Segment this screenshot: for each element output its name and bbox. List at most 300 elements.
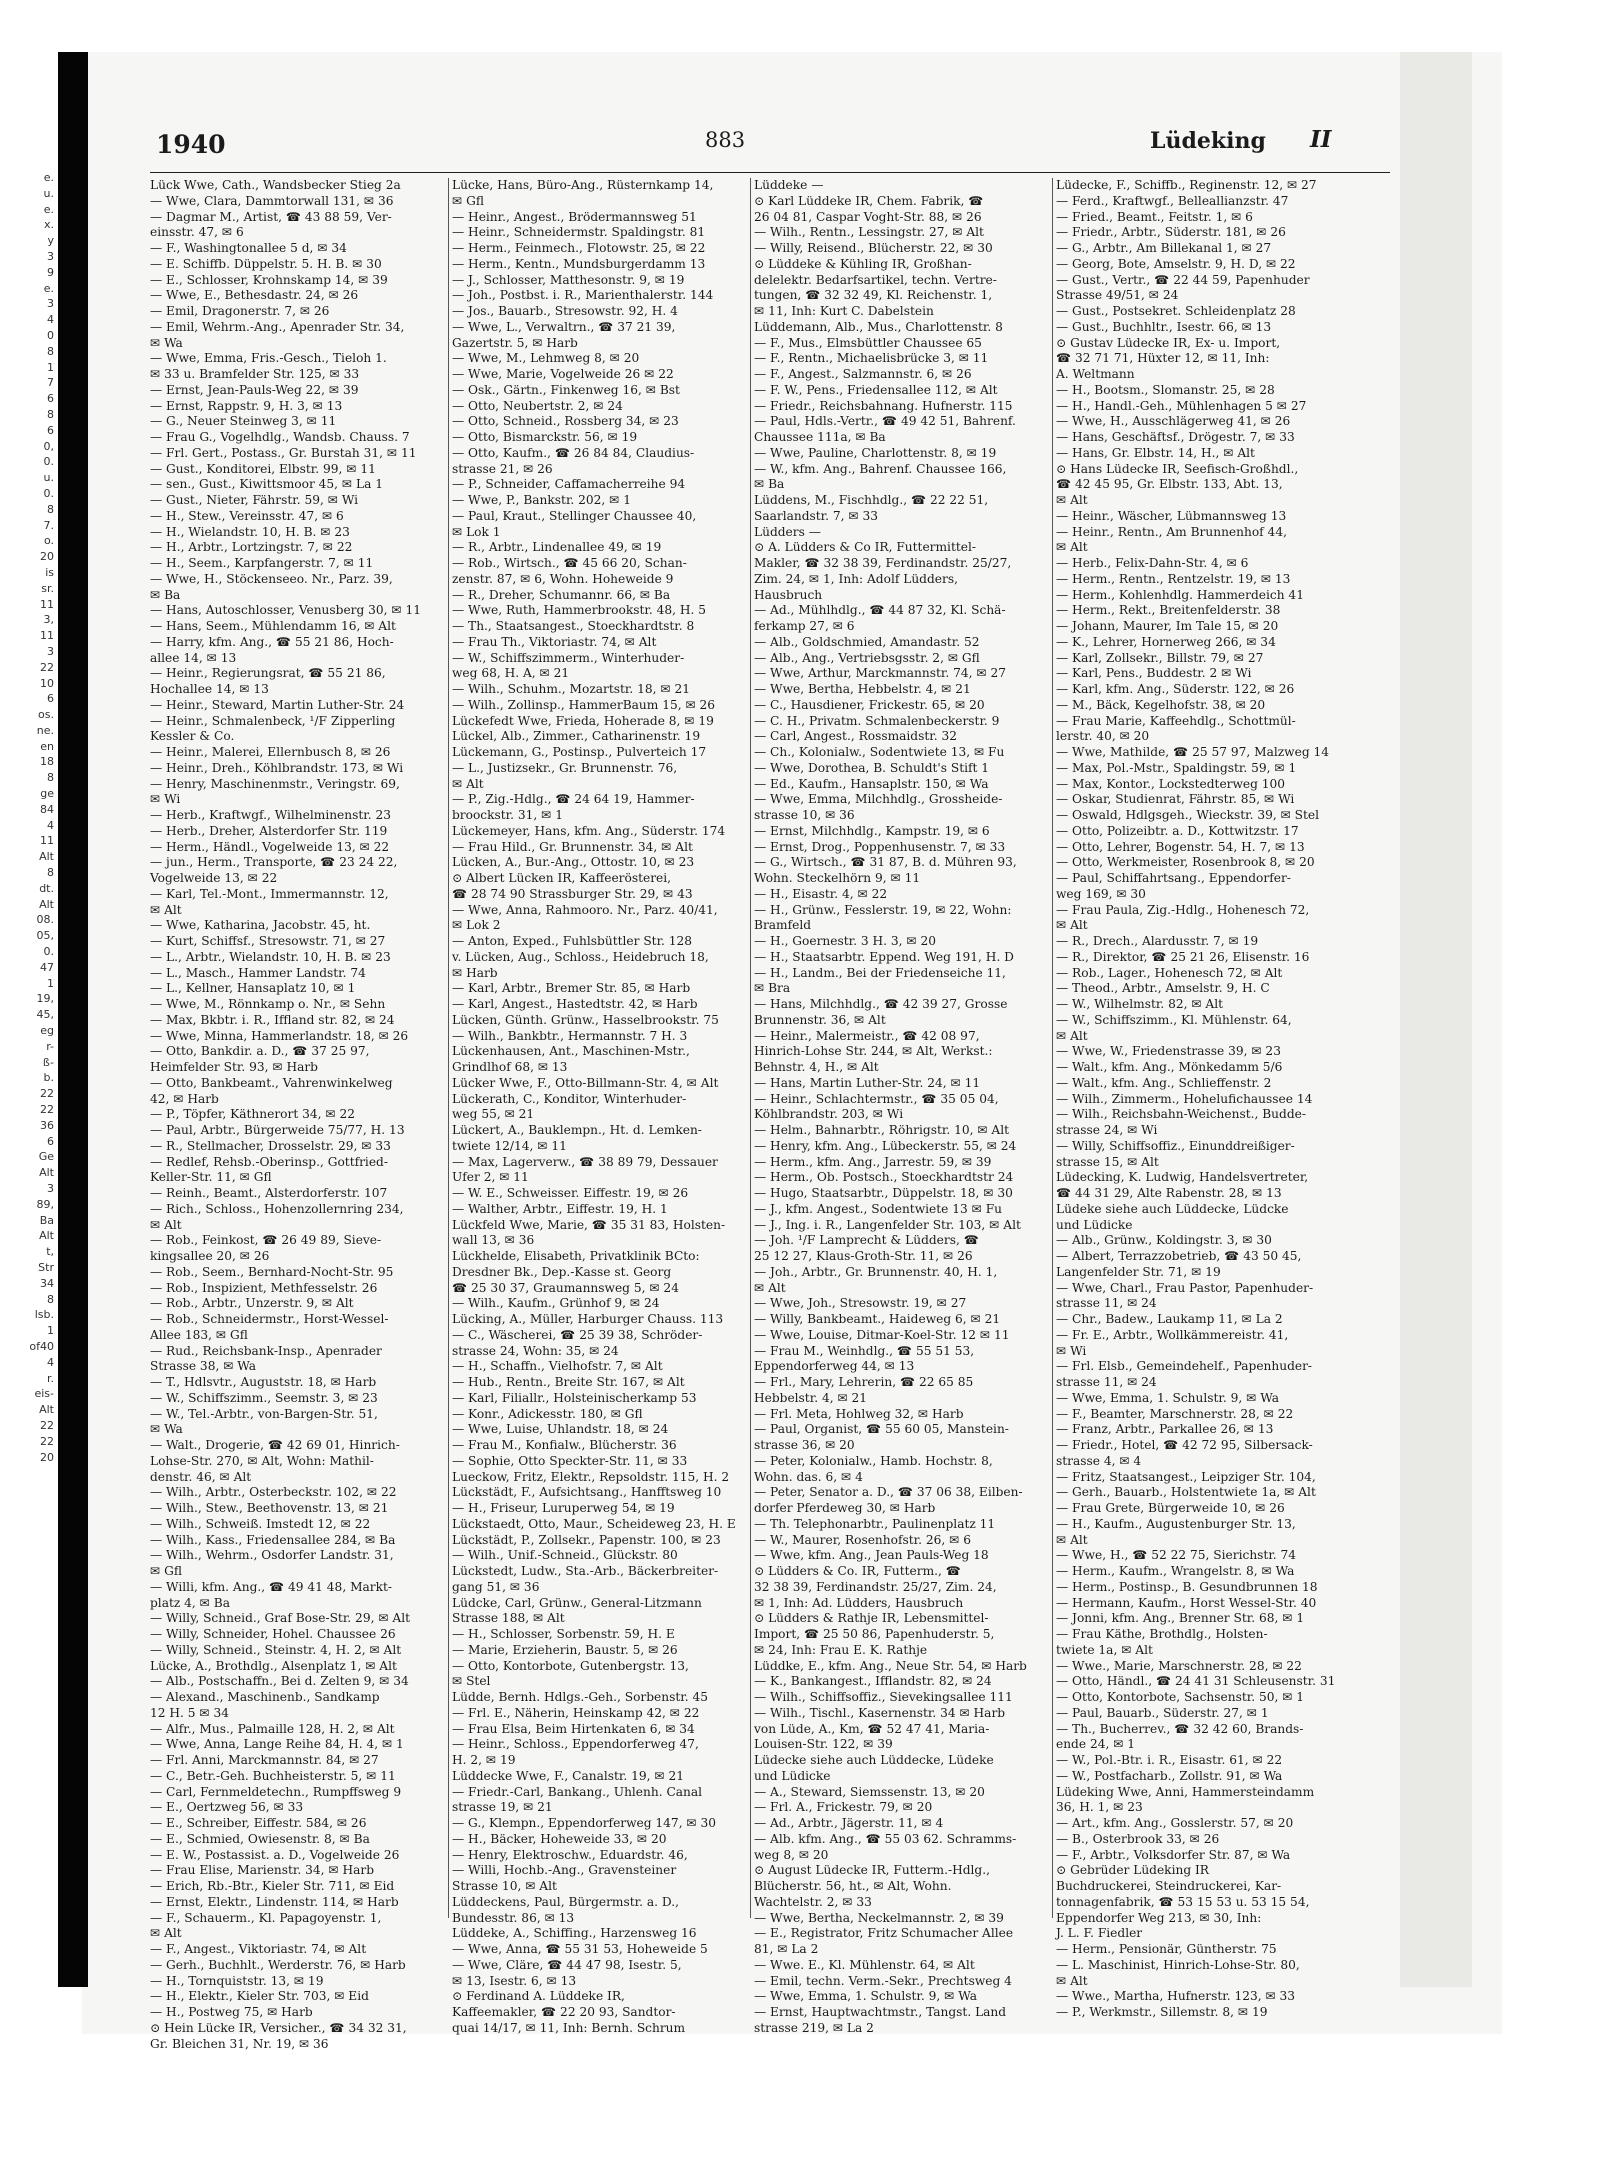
directory-entry: — Fried., Beamt., Feitstr. 1, ✉ 6 xyxy=(1056,209,1253,224)
previous-page-fragment: 8 xyxy=(47,1292,54,1306)
directory-entry: Hebbelstr. 4, ✉ 21 xyxy=(754,1390,868,1405)
directory-entry: — Walt., kfm. Ang., Mönkedamm 5/6 xyxy=(1056,1060,1283,1074)
directory-entry: — Wwe. E., Kl. Mühlenstr. 64, ✉ Alt xyxy=(754,1957,975,1972)
directory-entry: — Heinr., Regierungsrat, ☎ 55 21 86, xyxy=(150,666,386,681)
previous-page-fragment: 3, xyxy=(43,613,54,627)
previous-page-fragment: 22 xyxy=(40,1087,54,1101)
directory-entry: ☎ 44 31 29, Alte Rabenstr. 28, ✉ 13 xyxy=(1056,1186,1282,1200)
previous-page-fragment: r. xyxy=(46,1371,54,1385)
directory-entry: — Karl, Zollsekr., Billstr. 79, ✉ 27 xyxy=(1056,650,1264,665)
directory-entry: Lohse-Str. 270, ✉ Alt, Wohn: Mathil- xyxy=(150,1453,374,1468)
directory-entry: Behnstr. 4, H., ✉ Alt xyxy=(754,1060,879,1074)
directory-entry: zenstr. 87, ✉ 6, Wohn. Hoheweide 9 xyxy=(452,571,674,586)
directory-entry: — H., Tornquiststr. 13, ✉ 19 xyxy=(150,1973,324,1988)
previous-page-fragment: 3 xyxy=(47,644,54,658)
previous-page-fragment: 8 xyxy=(47,407,54,421)
directory-entry: ✉ Lok 2 xyxy=(452,918,501,933)
directory-entry: — Henry, kfm. Ang., Lübeckerstr. 55, ✉ 24 xyxy=(754,1138,1017,1153)
previous-page-fragment: 10 xyxy=(40,676,54,690)
previous-page-fragment: ge xyxy=(40,787,54,801)
directory-entry: ✉ Alt xyxy=(150,1926,182,1941)
directory-entry: Lüddemann, Alb., Mus., Charlottenstr. 8 xyxy=(754,319,1003,334)
directory-entry: strasse 11, ✉ 24 xyxy=(1056,1375,1157,1389)
directory-entry: — Willy, Schiffsoffiz., Einunddreißiger- xyxy=(1056,1138,1295,1153)
directory-entry: — Harry, kfm. Ang., ☎ 55 21 86, Hoch- xyxy=(150,634,394,649)
directory-entry: ⊙ Karl Lüddeke IR, Chem. Fabrik, ☎ xyxy=(754,193,984,208)
directory-entry: ⊙ Lüdders & Co. IR, Futterm., ☎ xyxy=(754,1564,961,1578)
header-volume: II xyxy=(1310,126,1332,153)
directory-entry: ⊙ Hein Lücke IR, Versicher., ☎ 34 32 31, xyxy=(150,2020,407,2035)
directory-entry: — Wwe, H., Stöckenseeo. Nr., Parz. 39, xyxy=(150,571,393,586)
directory-entry: Köhlbrandstr. 203, ✉ Wi xyxy=(754,1107,904,1122)
previous-page-fragment: 6 xyxy=(47,392,54,406)
previous-page-fragment: 22 xyxy=(40,1418,54,1432)
directory-entry: — H., Schlosser, Sorbenstr. 59, H. E xyxy=(452,1627,675,1641)
directory-entry: ⊙ Gustav Lüdecke IR, Ex- u. Import, xyxy=(1056,335,1281,350)
directory-entry: — Wwe, P., Bankstr. 202, ✉ 1 xyxy=(452,493,632,507)
directory-entry: — G., Neuer Steinweg 3, ✉ 11 xyxy=(150,414,337,429)
directory-entry: — Karl, Filiallr., Holsteinischerkamp 53 xyxy=(452,1390,697,1405)
previous-page-fragment: 4 xyxy=(47,818,54,832)
directory-entry: — Otto, Kontorbote, Gutenbergstr. 13, xyxy=(452,1658,689,1673)
directory-entry: strasse 36, ✉ 20 xyxy=(754,1438,855,1452)
directory-entry: — Karl, Tel.-Mont., Immermannstr. 12, xyxy=(150,886,389,901)
directory-entry: — Paul, Schiffahrtsang., Eppendorfer- xyxy=(1056,871,1291,885)
previous-page-fragment: Ba xyxy=(39,1213,54,1227)
previous-page-fragment: Alt xyxy=(39,850,54,864)
directory-entry: — F., Schauerm., Kl. Papagoyenstr. 1, xyxy=(150,1910,382,1925)
directory-entry: Heimfelder Str. 93, ✉ Harb xyxy=(150,1060,318,1074)
directory-entry: — Friedr., Reichsbahnang. Hufnerstr. 115 xyxy=(754,398,1013,413)
column-divider xyxy=(1052,178,1053,1918)
previous-page-fragment: 20 xyxy=(40,1450,54,1464)
directory-entry: — Henry, Maschinenmstr., Veringstr. 69, xyxy=(150,776,400,791)
directory-entry: — F., Arbtr., Volksdorfer Str. 87, ✉ Wa xyxy=(1056,1847,1291,1862)
directory-entry: ⊙ Albert Lücken IR, Kaffeerösterei, xyxy=(452,871,672,885)
directory-entry: — Gust., Buchhltr., Isestr. 66, ✉ 13 xyxy=(1056,319,1272,334)
directory-entry: — Willy, Schneid., Steinstr. 4, H. 2, ✉ Alt xyxy=(150,1642,402,1657)
directory-entry: — Wilh., Arbtr., Osterbeckstr. 102, ✉ 22 xyxy=(150,1485,397,1500)
previous-page-fragment: 22 xyxy=(40,1434,54,1448)
previous-page-fragment: 6 xyxy=(47,692,54,706)
previous-page-fragment: 0 xyxy=(47,328,54,342)
directory-entry: — Wwe, Bertha, Hebbelstr. 4, ✉ 21 xyxy=(754,682,971,696)
header-running-head: Lüdeking xyxy=(1150,128,1266,154)
previous-page-fragment: eis- xyxy=(34,1387,54,1401)
directory-entry: — Wwe, Emma, 1. Schulstr. 9, ✉ Wa xyxy=(754,1989,977,2004)
directory-entry: — L., Justizsekr., Gr. Brunnenstr. 76, xyxy=(452,760,678,775)
directory-entry: Strasse 49/51, ✉ 24 xyxy=(1056,288,1179,303)
previous-page-fragment: 47 xyxy=(40,960,54,974)
directory-entry: — Willy, Bankbeamt., Haideweg 6, ✉ 21 xyxy=(754,1312,1001,1326)
scan-binding-shadow xyxy=(58,52,88,1987)
directory-entry: — Ad., Arbtr., Jägerstr. 11, ✉ 4 xyxy=(754,1816,944,1830)
directory-entry: v. Lücken, Aug., Schloss., Heidebruch 18, xyxy=(452,949,709,964)
previous-page-fragment: e. xyxy=(43,281,54,295)
directory-entry: — Ernst, Jean-Pauls-Weg 22, ✉ 39 xyxy=(150,382,359,397)
directory-entry: ✉ Lok 1 xyxy=(452,524,501,539)
previous-page-fragment: 19, xyxy=(36,992,54,1006)
directory-entry: — W., Schiffszimm., Kl. Mühlenstr. 64, xyxy=(1056,1012,1292,1027)
directory-entry: Wachtelstr. 2, ✉ 33 xyxy=(754,1894,872,1909)
directory-entry: einsstr. 47, ✉ 6 xyxy=(150,225,244,240)
directory-entry: — Otto, Neubertstr. 2, ✉ 24 xyxy=(452,398,623,413)
directory-entry: ✉ Ba xyxy=(754,477,785,492)
directory-entry: strasse 10, ✉ 36 xyxy=(754,808,855,822)
directory-entry: ✉ 24, Inh: Frau E. K. Rathje xyxy=(754,1642,928,1657)
directory-entry: — Wilh., Bankbtr., Hermannstr. 7 H. 3 xyxy=(452,1028,688,1043)
directory-entry: — Joh., Arbtr., Gr. Brunnenstr. 40, H. 1, xyxy=(754,1264,998,1279)
directory-entry: ✉ 33 u. Bramfelder Str. 125, ✉ 33 xyxy=(150,367,360,381)
directory-entry: H. 2, ✉ 19 xyxy=(452,1753,516,1767)
directory-entry: — Sophie, Otto Speckter-Str. 11, ✉ 33 xyxy=(452,1453,688,1468)
directory-entry: ✉ Gfl xyxy=(150,1564,182,1578)
previous-page-fragment: 22 xyxy=(40,660,54,674)
directory-entry: — Alb., Ang., Vertriebsgsstr. 2, ✉ Gfl xyxy=(754,650,980,665)
directory-entry: — Kurt, Schiffsf., Stresowstr. 71, ✉ 27 xyxy=(150,934,386,948)
directory-entry: — Frl. Gert., Postass., Gr. Burstah 31, ✉ 11 xyxy=(150,445,417,460)
directory-entry: Lüddeke, A., Schiffing., Harzensweg 16 xyxy=(452,1926,697,1941)
previous-page-fragment: 1 xyxy=(47,360,54,374)
directory-entry: — W., Wilhelmstr. 82, ✉ Alt xyxy=(1056,997,1224,1011)
directory-entry: — Heinr., Wäscher, Lübmannsweg 13 xyxy=(1056,508,1287,523)
directory-entry: Lüddens, M., Fischhdlg., ☎ 22 22 51, xyxy=(754,493,989,507)
directory-entry: — Frl., Mary, Lehrerin, ☎ 22 65 85 xyxy=(754,1375,974,1389)
directory-entry: — Paul, Arbtr., Bürgerweide 75/77, H. 13 xyxy=(150,1123,405,1137)
directory-entry: — Hans, Milchhdlg., ☎ 42 39 27, Grosse xyxy=(754,997,1008,1011)
directory-entry: allee 14, ✉ 13 xyxy=(150,650,237,665)
directory-entry: Gr. Bleichen 31, Nr. 19, ✉ 36 xyxy=(150,2036,329,2051)
directory-entry: — W., Maurer, Rosenhofstr. 26, ✉ 6 xyxy=(754,1532,971,1547)
directory-entry: — H., Staatsarbtr. Eppend. Weg 191, H. D xyxy=(754,949,1014,964)
directory-entry: — Wwe, Minna, Hammerlandstr. 18, ✉ 26 xyxy=(150,1028,409,1043)
directory-entry: — E., Schlosser, Krohnskamp 14, ✉ 39 xyxy=(150,272,388,287)
previous-page-fragment: 4 xyxy=(47,313,54,327)
directory-entry: — Wwe, Arthur, Marckmannstr. 74, ✉ 27 xyxy=(754,666,1006,681)
directory-entry: — E. Schiffb. Düppelstr. 5. H. B. ✉ 30 xyxy=(150,256,382,271)
directory-entry: Lückefedt Wwe, Frieda, Hoherade 8, ✉ 19 xyxy=(452,713,714,728)
directory-entry: gang 51, ✉ 36 xyxy=(452,1579,540,1594)
directory-entry: — L. Maschinist, Hinrich-Lohse-Str. 80, xyxy=(1056,1957,1300,1972)
directory-entry: ✉ Alt xyxy=(1056,493,1088,507)
directory-entry: — Otto, Bankdir. a. D., ☎ 37 25 97, xyxy=(150,1044,370,1059)
directory-entry: — Herm., Kohlenhdlg. Hammerdeich 41 xyxy=(1056,587,1304,602)
directory-entry: — Willi, Hochb.-Ang., Gravensteiner xyxy=(452,1863,677,1878)
directory-entry: ✉ Wi xyxy=(150,792,181,807)
directory-entry: ✉ Alt xyxy=(1056,540,1088,555)
directory-entry: — Rob., Seem., Bernhard-Nocht-Str. 95 xyxy=(150,1264,394,1279)
directory-entry: — Ernst, Elektr., Lindenstr. 114, ✉ Harb xyxy=(150,1894,399,1909)
directory-entry: J. L. F. Fiedler xyxy=(1056,1926,1143,1941)
directory-entry: — Max, Pol.-Mstr., Spaldingstr. 59, ✉ 1 xyxy=(1056,760,1297,775)
directory-entry: Hinrich-Lohse Str. 244, ✉ Alt, Werkst.: xyxy=(754,1044,993,1059)
directory-entry: — Wwe, Clara, Dammtorwall 131, ✉ 36 xyxy=(150,193,394,208)
directory-entry: — W. E., Schweisser. Eiffestr. 19, ✉ 26 xyxy=(452,1186,689,1200)
directory-entry: wall 13, ✉ 36 xyxy=(452,1233,535,1248)
directory-entry: twiete 12/14, ✉ 11 xyxy=(452,1138,567,1153)
directory-entry: — Wwe, Marie, Vogelweide 26 ✉ 22 xyxy=(452,367,674,381)
directory-entry: — Heinr., Rentn., Am Brunnenhof 44, xyxy=(1056,524,1287,539)
directory-entry: Vogelweide 13, ✉ 22 xyxy=(150,871,278,885)
directory-entry: — Osk., Gärtn., Finkenweg 16, ✉ Bst xyxy=(452,382,680,397)
directory-entry: Dresdner Bk., Dep.-Kasse st. Georg xyxy=(452,1264,672,1279)
directory-entry: — Georg, Bote, Amselstr. 9, H. D, ✉ 22 xyxy=(1056,256,1296,271)
directory-entry: tungen, ☎ 32 32 49, Kl. Reichenstr. 1, xyxy=(754,288,993,303)
directory-entry: Lückstädt, F., Aufsichtsang., Hanfftsweg 10 xyxy=(452,1485,722,1500)
directory-entry: — Gerh., Buchhlt., Werderstr. 76, ✉ Harb xyxy=(150,1957,406,1972)
previous-page-fragment: e. xyxy=(43,202,54,216)
directory-entry: — Ernst, Rappstr. 9, H. 3, ✉ 13 xyxy=(150,398,343,413)
directory-entry: — Hub., Rentn., Breite Str. 167, ✉ Alt xyxy=(452,1375,685,1389)
directory-entry: Lückemeyer, Hans, kfm. Ang., Süderstr. 174 xyxy=(452,823,726,838)
directory-entry: Lückerath, C., Konditor, Winterhuder- xyxy=(452,1091,687,1106)
directory-entry: — Carl, Fernmeldetechn., Rumpffsweg 9 xyxy=(150,1784,402,1799)
directory-entry: — Herb., Dreher, Alsterdorfer Str. 119 xyxy=(150,823,388,838)
directory-entry: — Wwe, Louise, Ditmar-Koel-Str. 12 ✉ 11 xyxy=(754,1327,1010,1342)
directory-entry: A. Weltmann xyxy=(1056,367,1135,381)
directory-entry: — Hermann, Kaufm., Horst Wessel-Str. 40 xyxy=(1056,1595,1317,1610)
directory-entry: — Otto, Bankbeamt., Vahrenwinkelweg xyxy=(150,1075,393,1090)
directory-entry: — Frl. E., Näherin, Heinskamp 42, ✉ 22 xyxy=(452,1705,700,1720)
directory-entry: ⊙ A. Lüdders & Co IR, Futtermittel- xyxy=(754,540,976,555)
directory-entry: ☎ 32 71 71, Hüxter 12, ✉ 11, Inh: xyxy=(1056,351,1270,366)
previous-page-fragment: 3 xyxy=(47,297,54,311)
directory-entry: — R., Arbtr., Lindenallee 49, ✉ 19 xyxy=(452,540,662,555)
directory-entry: — Paul, Kraut., Stellinger Chaussee 40, xyxy=(452,508,697,523)
directory-entry: Lückstedt, Ludw., Sta.-Arb., Bäckerbreiter- xyxy=(452,1564,719,1578)
directory-entry: ✉ Ba xyxy=(150,587,181,602)
directory-entry: Hausbruch xyxy=(754,587,823,602)
scan-margin-right xyxy=(1400,52,1472,1987)
directory-entry: — Alexand., Maschinenb., Sandkamp xyxy=(150,1690,380,1704)
directory-entry: — L., Kellner, Hansaplatz 10, ✉ 1 xyxy=(150,981,356,996)
directory-entry: ⊙ Ferdinand A. Lüddeke IR, xyxy=(452,1989,625,2004)
directory-entry: — F., Rentn., Michaelisbrücke 3, ✉ 11 xyxy=(754,351,989,366)
previous-page-fragment: 3 xyxy=(47,1182,54,1195)
directory-entry: — Gust., Postsekret. Schleidenplatz 28 xyxy=(1056,304,1296,318)
directory-entry: — F., Angest., Salzmannstr. 6, ✉ 26 xyxy=(754,367,972,381)
directory-entry: — Frl. Anni, Marckmannstr. 84, ✉ 27 xyxy=(150,1753,379,1767)
previous-page-fragment: 18 xyxy=(40,755,54,769)
previous-page-fragment: 8 xyxy=(47,771,54,785)
directory-entry: Kaffeemakler, ☎ 22 20 93, Sandtor- xyxy=(452,2005,676,2019)
directory-entry: strasse 11, ✉ 24 xyxy=(1056,1296,1157,1311)
previous-page-fragment: 8 xyxy=(47,866,54,880)
previous-page-fragment: 0, xyxy=(43,439,54,453)
directory-entry: — Wwe, L., Verwaltrn., ☎ 37 21 39, xyxy=(452,319,676,334)
directory-entry: Lückhelde, Elisabeth, Privatklinik BCto: xyxy=(452,1249,700,1263)
directory-entry: — L., Arbtr., Wielandstr. 10, H. B. ✉ 23 xyxy=(150,949,391,964)
directory-entry: und Lüdicke xyxy=(754,1768,831,1783)
directory-entry: ✉ Harb xyxy=(452,965,498,980)
previous-page-fragment: is xyxy=(45,565,54,579)
directory-entry: Saarlandstr. 7, ✉ 33 xyxy=(754,508,879,523)
previous-page-fragment: o. xyxy=(43,534,54,548)
directory-entry: — Wilh., Stew., Beethovenstr. 13, ✉ 21 xyxy=(150,1501,389,1515)
directory-entry: dorfer Pferdeweg 30, ✉ Harb xyxy=(754,1501,936,1515)
header-page-number: 883 xyxy=(705,128,746,152)
directory-entry: — Willy, Reisend., Blücherstr. 22, ✉ 30 xyxy=(754,241,993,255)
directory-entry: — Franz, Arbtr., Parkallee 26, ✉ 13 xyxy=(1056,1422,1274,1437)
directory-entry: — Wwe, Emma, Fris.-Gesch., Tieloh 1. xyxy=(150,351,387,366)
directory-entry: Strasse 188, ✉ Alt xyxy=(452,1611,565,1626)
directory-entry: — Alfr., Mus., Palmaille 128, H. 2, ✉ Alt xyxy=(150,1721,395,1736)
directory-entry: Lücke, A., Brothdlg., Alsenplatz 1, ✉ Alt xyxy=(150,1658,397,1673)
directory-entry: — Otto, Lehrer, Bogenstr. 54, H. 7, ✉ 13 xyxy=(1056,839,1305,854)
directory-entry: — Otto, Werkmeister, Rosenbrook 8, ✉ 20 xyxy=(1056,855,1315,870)
directory-entry: — Wwe, kfm. Ang., Jean Pauls-Weg 18 xyxy=(754,1548,989,1563)
directory-entry: — Gust., Konditorei, Elbstr. 99, ✉ 11 xyxy=(150,461,376,476)
directory-entry: Lückstaedt, Otto, Maur., Scheideweg 23, H. E xyxy=(452,1516,736,1531)
directory-entry: — Wwe, Anna, Lange Reihe 84, H. 4, ✉ 1 xyxy=(150,1737,404,1752)
directory-entry: — Hans, Autoschlosser, Venusberg 30, ✉ 11 xyxy=(150,603,422,618)
directory-entry: — Frl. A., Frickestr. 79, ✉ 20 xyxy=(754,1800,933,1815)
previous-page-fragment: e. xyxy=(43,171,54,184)
directory-entry: weg 169, ✉ 30 xyxy=(1056,886,1146,901)
directory-entry: quai 14/17, ✉ 11, Inh: Bernh. Schrum xyxy=(452,2020,686,2035)
previous-page-fragment: 08. xyxy=(36,913,54,927)
directory-entry: und Lüdicke xyxy=(1056,1217,1133,1232)
directory-entry: Lück Wwe, Cath., Wandsbecker Stieg 2a xyxy=(150,178,401,192)
directory-entry: — Oskar, Studienrat, Fährstr. 85, ✉ Wi xyxy=(1056,792,1295,807)
previous-page-fragment: t, xyxy=(46,1245,54,1259)
directory-entry: — Wwe, Ruth, Hammerbrookstr. 48, H. 5 xyxy=(452,603,707,618)
directory-entry: — E., Schmied, Owiesenstr. 8, ✉ Ba xyxy=(150,1831,370,1846)
directory-entry: Lücker Wwe, F., Otto-Billmann-Str. 4, ✉ Alt xyxy=(452,1075,719,1090)
directory-entry: — Theod., Arbtr., Amselstr. 9, H. C xyxy=(1056,981,1270,996)
directory-entry: — J., Schlosser, Matthesonstr. 9, ✉ 19 xyxy=(452,272,685,287)
directory-entry: — Art., kfm. Ang., Gosslerstr. 57, ✉ 20 xyxy=(1056,1816,1294,1830)
previous-page-fragment: y xyxy=(47,234,54,248)
directory-entry: — Ch., Kolonialw., Sodentwiete 13, ✉ Fu xyxy=(754,745,1005,759)
directory-entry: — Paul, Hdls.-Vertr., ☎ 49 42 51, Bahrenf. xyxy=(754,414,1016,429)
directory-entry: ✉ Alt xyxy=(1056,1973,1088,1988)
directory-entry: — Alb., Goldschmied, Amandastr. 52 xyxy=(754,634,980,649)
directory-entry: — Wwe, Joh., Stresowstr. 19, ✉ 27 xyxy=(754,1296,967,1311)
directory-entry: ✉ Bra xyxy=(754,981,791,996)
directory-entry: — Marie, Erzieherin, Baustr. 5, ✉ 26 xyxy=(452,1642,678,1657)
directory-entry: weg 55, ✉ 21 xyxy=(452,1107,535,1122)
previous-page-fragment: eg xyxy=(40,1024,54,1038)
directory-entry: — P., Töpfer, Käthnerort 34, ✉ 22 xyxy=(150,1107,355,1122)
directory-entry: — Frl. Meta, Hohlweg 32, ✉ Harb xyxy=(754,1406,964,1421)
previous-page-fragment: 05, xyxy=(36,929,54,943)
directory-entry: ✉ Alt xyxy=(150,1217,182,1232)
directory-entry: — Max, Lagerverw., ☎ 38 89 79, Dessauer xyxy=(452,1154,718,1169)
directory-entry: — H., Grünw., Fesslerstr. 19, ✉ 22, Wohn: xyxy=(754,902,1012,917)
directory-entry: — Karl, kfm. Ang., Süderstr. 122, ✉ 26 xyxy=(1056,682,1295,696)
directory-entry: ☎ 42 45 95, Gr. Elbstr. 133, Abt. 13, xyxy=(1056,477,1283,492)
directory-entry: Chaussee 111a, ✉ Ba xyxy=(754,430,886,444)
directory-entry: — F., Angest., Viktoriastr. 74, ✉ Alt xyxy=(150,1942,367,1956)
directory-entry: — Helm., Bahnarbtr., Röhrigstr. 10, ✉ Alt xyxy=(754,1123,1010,1137)
directory-entry: Eppendorferweg 44, ✉ 13 xyxy=(754,1359,915,1374)
directory-entry: — H., Postweg 75, ✉ Harb xyxy=(150,2005,313,2019)
directory-entry: Grindlhof 68, ✉ 13 xyxy=(452,1060,568,1074)
directory-entry: — Wwe, Luise, Uhlandstr. 18, ✉ 24 xyxy=(452,1422,669,1437)
directory-entry: Langenfelder Str. 71, ✉ 19 xyxy=(1056,1264,1221,1279)
directory-entry: — Anton, Exped., Fuhlsbüttler Str. 128 xyxy=(452,934,693,948)
directory-entry: — Wwe, Dorothea, B. Schuldt's Stift 1 xyxy=(754,760,990,775)
directory-entry: Lüdders — xyxy=(754,524,821,539)
previous-page-fragment: 3 xyxy=(47,249,54,263)
directory-entry: Lüdcke, Carl, Grünw., General-Litzmann xyxy=(452,1595,702,1610)
directory-entry: — Wwe, H., Ausschlägerweg 41, ✉ 26 xyxy=(1056,414,1291,429)
directory-entry: ✉ Alt xyxy=(452,776,484,791)
directory-entry: — Heinr., Schlachtermstr., ☎ 35 05 04, xyxy=(754,1091,999,1106)
directory-entry: — W., Postfacharb., Zollstr. 91, ✉ Wa xyxy=(1056,1768,1283,1783)
directory-entry: Lüddke, E., kfm. Ang., Neue Str. 54, ✉ Harb xyxy=(754,1658,1027,1673)
previous-page-fragment: Alt xyxy=(39,1166,54,1180)
previous-page-fragment: 84 xyxy=(40,802,54,816)
directory-entry: — Redlef, Rehsb.-Oberinsp., Gottfried- xyxy=(150,1154,388,1169)
directory-entry: — Frau M., Konfialw., Blücherstr. 36 xyxy=(452,1438,677,1452)
previous-page-fragment: 6 xyxy=(47,1134,54,1148)
previous-page-fragment: u. xyxy=(43,186,54,200)
directory-entry: — B., Osterbrook 33, ✉ 26 xyxy=(1056,1831,1220,1846)
directory-entry: — Hans, Martin Luther-Str. 24, ✉ 11 xyxy=(754,1075,981,1090)
directory-entry: — Frau Grete, Bürgerweide 10, ✉ 26 xyxy=(1056,1501,1285,1515)
previous-page-fragment: Str xyxy=(38,1260,54,1274)
directory-entry: — Frl. Elsb., Gemeindehelf., Papenhuder- xyxy=(1056,1359,1313,1374)
directory-entry: — K., Bankangest., Ifflandstr. 82, ✉ 24 xyxy=(754,1674,992,1689)
previous-page-fragment: Alt xyxy=(39,1403,54,1417)
directory-entry: — Wwe, Cläre, ☎ 44 47 98, Isestr. 5, xyxy=(452,1957,682,1972)
previous-page-fragment: 1 xyxy=(47,976,54,990)
directory-entry: — Frau Paula, Zig.-Hdlg., Hohenesch 72, xyxy=(1056,902,1310,917)
directory-entry: — Wilh., Kaufm., Grünhof 9, ✉ 24 xyxy=(452,1296,660,1311)
directory-entry: ✉ 13, Isestr. 6, ✉ 13 xyxy=(452,1973,577,1988)
directory-entry: — H., Eisastr. 4, ✉ 22 xyxy=(754,886,888,901)
directory-entry: ✉ Alt xyxy=(754,1280,786,1295)
directory-entry: weg 68, H. A, ✉ 21 xyxy=(452,666,570,681)
directory-entry: — Herm., Rentn., Rentzelstr. 19, ✉ 13 xyxy=(1056,571,1291,586)
directory-entry: — Wwe, Katharina, Jacobstr. 45, ht. xyxy=(150,918,371,933)
directory-entry: ✉ Wa xyxy=(150,1422,183,1437)
directory-entry: — Peter, Senator a. D., ☎ 37 06 38, Eilben- xyxy=(754,1485,1023,1500)
previous-page-fragment: sr. xyxy=(41,581,54,595)
directory-entry: — C., Betr.-Geh. Buchheisterstr. 5, ✉ 11 xyxy=(150,1768,396,1783)
directory-entry: — Frau M., Weinhdlg., ☎ 55 51 53, xyxy=(754,1343,975,1358)
directory-entry: — Wilh., Schuhm., Mozartstr. 18, ✉ 21 xyxy=(452,682,691,696)
directory-entry: — Karl, Angest., Hastedtstr. 42, ✉ Harb xyxy=(452,997,698,1011)
directory-entry: — G., Klempn., Eppendorferweg 147, ✉ 30 xyxy=(452,1816,717,1830)
directory-entry: — Wwe, Anna, Rahmooro. Nr., Parz. 40/41, xyxy=(452,902,718,917)
directory-entry: — Herb., Kraftwgf., Wilhelminenstr. 23 xyxy=(150,808,392,822)
directory-entry: — Wwe, Pauline, Charlottenstr. 8, ✉ 19 xyxy=(754,445,997,460)
previous-page-fragment: ß- xyxy=(42,1055,54,1069)
directory-entry: — Paul, Bauarb., Süderstr. 27, ✉ 1 xyxy=(1056,1705,1269,1720)
previous-page-fragment: x. xyxy=(43,218,54,232)
directory-entry: — Fr. E., Arbtr., Wollkämmereistr. 41, xyxy=(1056,1327,1289,1342)
column-divider xyxy=(750,178,751,1918)
directory-entry: ✉ Wi xyxy=(1056,1343,1087,1358)
directory-entry: — Rob., Inspizient, Methfesselstr. 26 xyxy=(150,1280,378,1295)
directory-entry: — G., Arbtr., Am Billekanal 1, ✉ 27 xyxy=(1056,241,1272,255)
directory-entry: — Frau Marie, Kaffeehdlg., Schottmül- xyxy=(1056,713,1296,728)
directory-entry: Wohn. das. 6, ✉ 4 xyxy=(754,1469,863,1484)
directory-entry: — Wwe, M., Rönnkamp o. Nr., ✉ Sehn xyxy=(150,997,386,1011)
directory-entry: — Hans, Gr. Elbstr. 14, H., ✉ Alt xyxy=(1056,445,1255,460)
directory-entry: — Herm., kfm. Ang., Jarrestr. 59, ✉ 39 xyxy=(754,1154,992,1169)
directory-entry: 25 12 27, Klaus-Groth-Str. 11, ✉ 26 xyxy=(754,1249,973,1263)
directory-entry: delelektr. Bedarfsartikel, techn. Vertre- xyxy=(754,272,997,287)
directory-entry: — Herm., Kentn., Mundsburgerdamm 13 xyxy=(452,256,706,271)
directory-entry: — Hans, Geschäftsf., Drögestr. 7, ✉ 33 xyxy=(1056,430,1295,444)
directory-entry: platz 4, ✉ Ba xyxy=(150,1595,230,1610)
directory-entry: — Herm., Ob. Postsch., Stoeckhardtstr 24 xyxy=(754,1170,1014,1185)
directory-entry: — Wilh., Zollinsp., HammerBaum 15, ✉ 26 xyxy=(452,697,716,712)
